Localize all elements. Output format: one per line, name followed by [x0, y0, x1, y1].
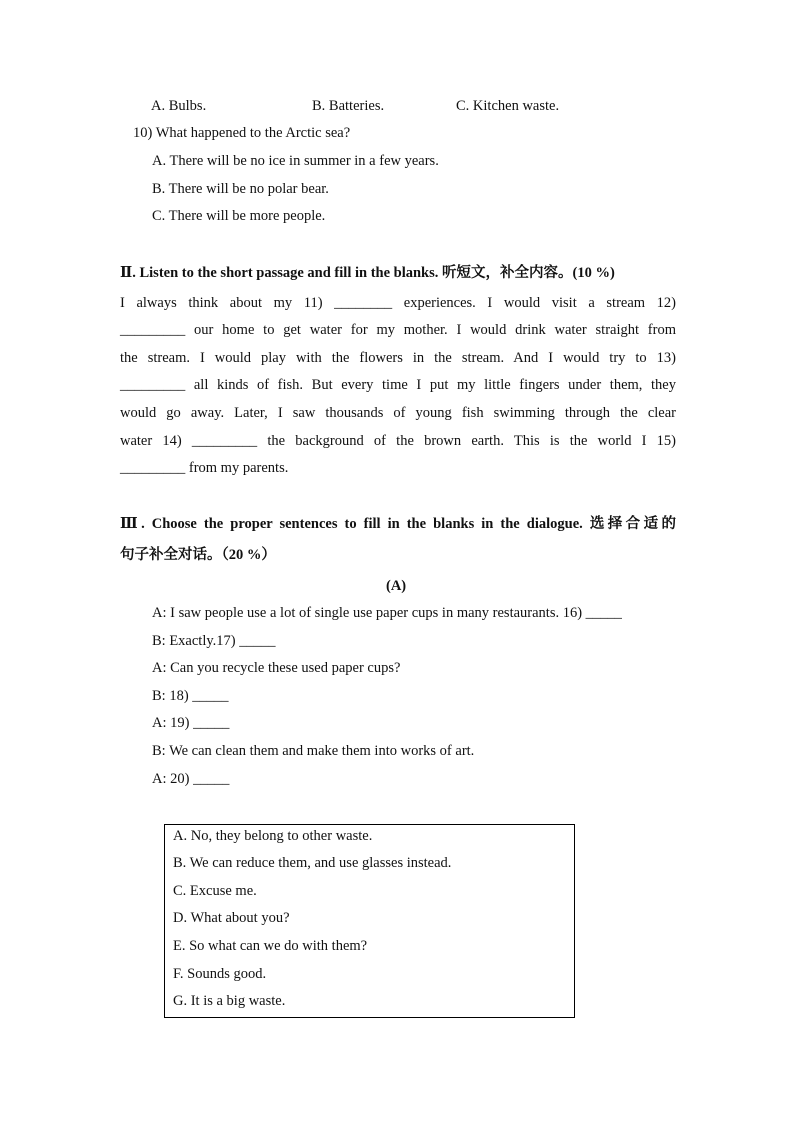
passage-line: I always think about my 11) ________ experiences. I would visit a stream 12) — [120, 295, 676, 311]
choice-item: D. What about you? — [173, 910, 290, 926]
dialogue-line: A: I saw people use a lot of single use paper cups in many restaurants. 16) _____ — [152, 605, 622, 621]
dialogue-line: A: 20) _____ — [152, 771, 230, 787]
dialogue-line: B: 18) _____ — [152, 688, 229, 704]
q10-option-c: C. There will be more people. — [152, 208, 326, 224]
q10-question: 10) What happened to the Arctic sea? — [133, 125, 351, 141]
choices-box — [164, 824, 575, 1018]
passage-last-line: _________ from my parents. — [120, 460, 289, 476]
q9-option-c: C. Kitchen waste. — [456, 98, 560, 114]
part-label: (A) — [386, 578, 407, 594]
q9-option-a: A. Bulbs. — [151, 98, 207, 114]
dialogue-line: B: Exactly.17) _____ — [152, 633, 276, 649]
passage-line: the stream. I would play with the flowers in the stream. And I would try to 13) — [120, 350, 676, 366]
passage-line: water 14) _________ the background of the brown earth. This is the world I 15) — [120, 433, 676, 449]
dialogue-line: A: 19) _____ — [152, 715, 230, 731]
q10-option-a: A. There will be no ice in summer in a few years. — [152, 153, 439, 169]
passage-line: would go away. Later, I saw thousands of young fish swimming through the clear — [120, 405, 676, 421]
dialogue-line: A: Can you recycle these used paper cups? — [152, 660, 401, 676]
q10-option-b: B. There will be no polar bear. — [152, 181, 329, 197]
dialogue-line: B: We can clean them and make them into works of art. — [152, 743, 475, 759]
section3-heading: Ⅲ. Choose the proper sentences to fill in the blanks in the dialogue. 选择合适的 — [120, 516, 676, 532]
q9-option-b: B. Batteries. — [312, 98, 385, 114]
choice-item: B. We can reduce them, and use glasses instead. — [173, 855, 452, 871]
choice-item: E. So what can we do with them? — [173, 938, 368, 954]
section3-heading-cont: 句子补全对话。（20 %） — [120, 547, 276, 563]
passage-line: _________ our home to get water for my mother. I would drink water straight from — [120, 322, 676, 338]
choice-item: C. Excuse me. — [173, 883, 257, 899]
choice-item: A. No, they belong to other waste. — [173, 828, 373, 844]
choice-item: F. Sounds good. — [173, 966, 267, 982]
passage-line: _________ all kinds of fish. But every time I put my little fingers under them, they — [120, 377, 676, 393]
choice-item: G. It is a big waste. — [173, 993, 286, 1009]
section2-heading: Ⅱ. Listen to the short passage and fill in the blanks. 听短文，补全内容。(10 %) — [120, 265, 615, 281]
